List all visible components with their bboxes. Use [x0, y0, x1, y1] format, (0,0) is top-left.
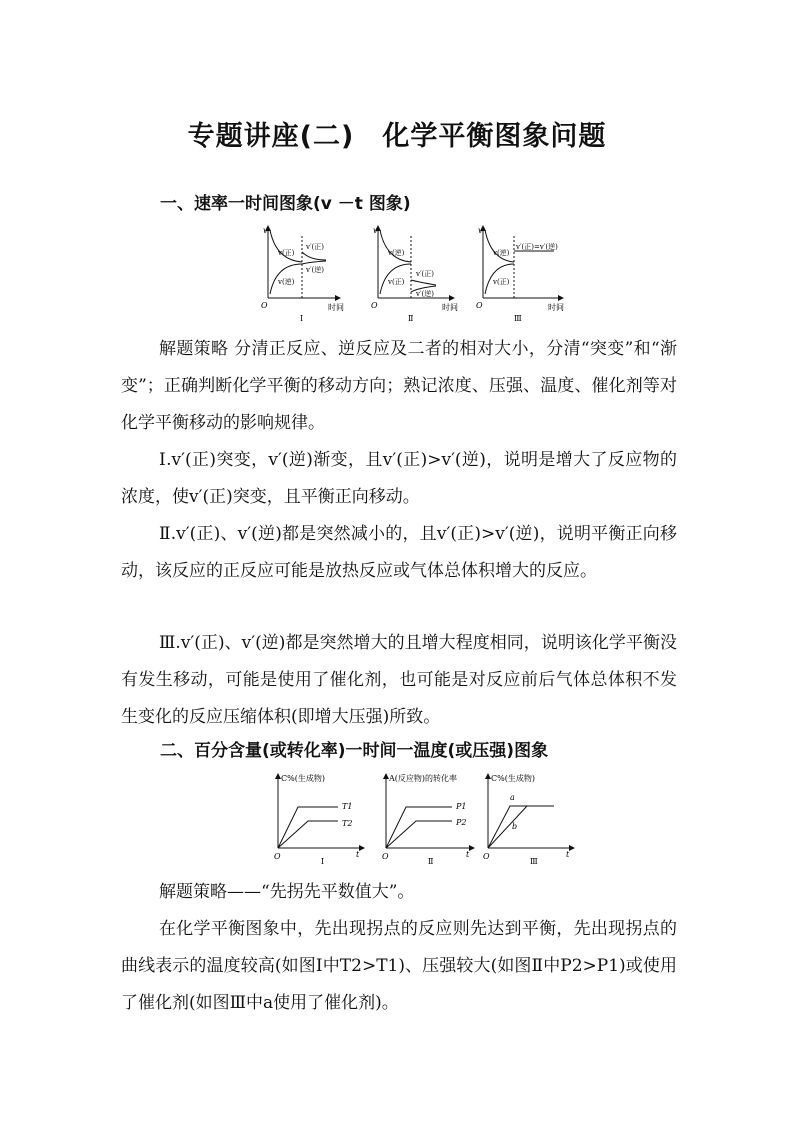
- vt2-after-upper: v′(正): [416, 270, 435, 278]
- pt3-curve-a-label: a: [510, 793, 515, 802]
- vt1-roman: Ⅰ: [300, 314, 304, 323]
- vt3-upper-label: v(逆): [493, 249, 510, 257]
- section2-heading: 二、百分含量(或转化率)一时间一温度(或压强)图象: [160, 741, 549, 761]
- pt2-curve2-label: P2: [456, 818, 467, 827]
- vt2-after-lower: v′(逆): [416, 290, 435, 298]
- case2-paragraph: Ⅱ.v′(正)、v′(逆)都是突然减小的，且v′(正)>v′(逆)，说明平衡正向移动，该反应的正反应可能是放热反应或气体总体积增大的反应。: [121, 524, 677, 581]
- section1-heading: 一、速率一时间图象(v －t 图象): [160, 194, 411, 214]
- vt3-roman: Ⅲ: [514, 314, 522, 323]
- case1-paragraph: Ⅰ.v′(正)突变，v′(逆)渐变，且v′(正)>v′(逆)，说明是增大了反应物的浓度，使v′(正)突变，且平衡正向移动。: [121, 450, 677, 507]
- vt1-v-label: v: [263, 226, 268, 235]
- pt2-origin: O: [382, 852, 389, 861]
- pt1-curve2-label: T2: [342, 819, 353, 828]
- vt1-after-lower: v′(逆): [306, 266, 325, 274]
- pt2-t-label: t: [466, 850, 470, 859]
- vt1-upper-label: v(正): [278, 249, 295, 257]
- pt2-curve1-label: P1: [456, 802, 467, 811]
- vt2-time-label: 时间: [442, 303, 458, 312]
- pt1-roman: Ⅰ: [321, 857, 325, 866]
- percent-time-figure: [266, 770, 584, 870]
- vt1-time-label: 时间: [328, 303, 344, 312]
- title-part2: 化学平衡图象问题: [382, 121, 607, 152]
- velocity-time-figure: [258, 222, 578, 324]
- pt2-ylabel: A(反应物)的转化率: [389, 774, 458, 783]
- pt1-origin: O: [274, 852, 281, 861]
- vt2-lower-label: v(正): [388, 278, 405, 286]
- vt1-after-upper: v′(正): [306, 243, 325, 251]
- rule-paragraph: 在化学平衡图象中，先出现拐点的反应则先达到平衡，先出现拐点的曲线表示的温度较高(如图Ⅰ中T2>T1)、压强较大(如图Ⅱ中P2>P1)或使用了催化剂(如图Ⅲ中a使用了催化剂)。: [121, 919, 677, 1013]
- vt-panel-3: [483, 226, 563, 298]
- strategy2-paragraph: 解题策略——“先拐先平数值大”。: [159, 882, 415, 902]
- vt1-origin: O: [261, 301, 268, 310]
- strategy1-paragraph: 解题策略 分清正反应、逆反应及二者的相对大小，分清“突变”和“渐变”；正确判断化学平衡的移动方向；熟记浓度、压强、温度、催化剂等对化学平衡移动的影响规律。: [121, 339, 677, 433]
- case3-paragraph: Ⅲ.v′(正)、v′(逆)都是突然增大的且增大程度相同，说明该化学平衡没有发生移动，可能是使用了催化剂，也可能是对反应前后气体总体积不发生变化的反应压缩体积(即增大压强)所致。: [121, 633, 677, 727]
- vt-panel-1: [268, 226, 340, 298]
- vt3-v-label: v: [478, 226, 483, 235]
- pt3-origin: O: [483, 852, 490, 861]
- vt3-lower-label: v(正): [493, 278, 510, 286]
- page-title: [0, 114, 794, 153]
- pt-panel-2: [386, 774, 474, 848]
- pt1-curve1-label: T1: [342, 802, 353, 811]
- pt1-ylabel: C%(生成物): [281, 774, 325, 783]
- vt3-origin: O: [476, 301, 483, 310]
- pt1-t-label: t: [356, 850, 360, 859]
- pt3-ylabel: C%(生成物): [491, 774, 535, 783]
- vt3-time-label: 时间: [548, 303, 564, 312]
- vt2-v-label: v: [373, 226, 378, 235]
- title-part1: 专题讲座(二): [187, 121, 355, 152]
- vt2-origin: O: [371, 301, 378, 310]
- vt1-lower-label: v(逆): [278, 278, 295, 286]
- pt-panel-3: [488, 774, 574, 848]
- pt3-roman: Ⅲ: [530, 857, 538, 866]
- pt2-roman: Ⅱ: [428, 857, 434, 866]
- pt-panel-1: [278, 774, 364, 848]
- vt2-upper-label: v(逆): [388, 249, 405, 257]
- vt3-after-label: v′(正)=v′(逆): [516, 243, 558, 251]
- pt3-t-label: t: [566, 850, 570, 859]
- pt3-curve-b-label: b: [512, 822, 518, 831]
- vt-panel-2: [378, 226, 454, 298]
- vt2-roman: Ⅱ: [408, 314, 414, 323]
